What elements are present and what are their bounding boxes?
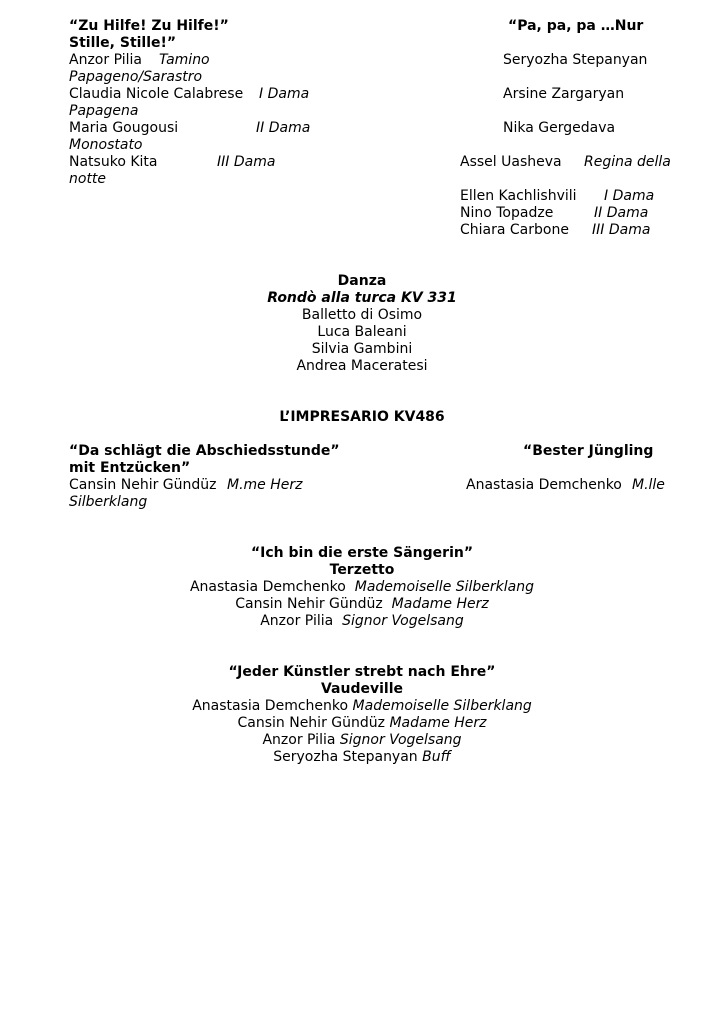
cast-name: Arsine Zargaryan — [503, 86, 625, 102]
cast-name: Anastasia Demchenko — [466, 477, 622, 493]
cast-name: Nino Topadze — [460, 205, 554, 221]
terzetto-title: “Ich bin die erste Sängerin” — [250, 545, 474, 561]
cast-role: Mademoiselle Silberklang — [354, 579, 535, 595]
vaudeville-subtitle: Vaudeville — [320, 681, 404, 697]
performer: Luca Baleani — [317, 324, 407, 340]
cast-name: Anzor Pilia — [262, 732, 336, 748]
cast-name: Chiara Carbone — [460, 222, 569, 238]
cast-name: Anzor Pilia — [69, 52, 142, 68]
cast-role: Madame Herz — [391, 596, 489, 612]
cast-name: Maria Gougousi — [69, 120, 179, 136]
cast-name: Seryozha Stepanyan — [273, 749, 418, 765]
cast-name: Ellen Kachlishvili — [460, 188, 577, 204]
cast-line — [0, 596, 724, 613]
cast-name: Seryozha Stepanyan — [503, 52, 648, 68]
dance-subtitle: Rondò alla turca KV 331 — [267, 290, 457, 306]
dance-title: Danza — [337, 273, 387, 289]
cast-role: II Dama — [594, 205, 649, 221]
cast-role: Signor Vogelsang — [339, 732, 462, 748]
right-piece-title: “Pa, pa, pa …Nur — [508, 18, 644, 34]
right-piece-title: “Bester Jüngling — [523, 443, 654, 459]
cast-name: Assel Uasheva — [460, 154, 562, 170]
cast-role: III Dama — [217, 154, 276, 170]
impresario-heading: L’IMPRESARIO KV486 — [279, 409, 445, 425]
cast-name: Claudia Nicole Calabrese — [69, 86, 244, 102]
cast-role-continued: Monostato — [69, 137, 143, 153]
cast-role: Regina della — [584, 154, 671, 170]
cast-role-continued: Papageno/Sarastro — [69, 69, 203, 85]
cast-line — [0, 579, 724, 596]
cast-line — [0, 749, 724, 766]
vaudeville-title: “Jeder Künstler strebt nach Ehre” — [228, 664, 496, 680]
cast-line — [0, 715, 724, 732]
cast-role: Signor Vogelsang — [342, 613, 464, 629]
cast-line — [0, 698, 724, 715]
cast-name: Anastasia Demchenko — [189, 579, 346, 595]
terzetto-subtitle: Terzetto — [329, 562, 395, 578]
cast-name: Cansin Nehir Gündüz — [69, 477, 217, 493]
cast-name: Cansin Nehir Gündüz — [237, 715, 385, 731]
cast-name: Anastasia Demchenko — [192, 698, 349, 714]
cast-line — [0, 613, 724, 630]
left-piece-title: “Da schlägt die Abschiedsstunde” — [69, 443, 340, 459]
cast-role: I Dama — [259, 86, 310, 102]
cast-role: III Dama — [592, 222, 651, 238]
cast-role: Madame Herz — [389, 715, 487, 731]
cast-name: Cansin Nehir Gündüz — [235, 596, 383, 612]
cast-role-continued: Silberklang — [69, 494, 148, 510]
cast-name: Anzor Pilia — [260, 613, 334, 629]
cast-role-continued: notte — [69, 171, 107, 187]
cast-role: II Dama — [256, 120, 311, 136]
cast-role-continued: Papagena — [69, 103, 139, 119]
cast-role: I Dama — [604, 188, 655, 204]
performer: Balletto di Osimo — [301, 307, 423, 323]
cast-line — [0, 732, 724, 749]
left-piece-title: “Zu Hilfe! Zu Hilfe!” — [69, 18, 229, 34]
cast-name: Natsuko Kita — [69, 154, 158, 170]
cast-role: M.me Herz — [227, 477, 303, 493]
left-piece-title-continued: mit Entzücken” — [69, 460, 191, 476]
performer: Silvia Gambini — [311, 341, 413, 357]
cast-role: Tamino — [159, 52, 210, 68]
cast-role: Mademoiselle Silberklang — [352, 698, 532, 714]
left-piece-title-continued: Stille, Stille!” — [69, 35, 177, 51]
cast-role: Buff — [422, 749, 451, 765]
cast-role: M.lle — [632, 477, 665, 493]
performer: Andrea Maceratesi — [296, 358, 428, 374]
cast-name: Nika Gergedava — [503, 120, 616, 136]
